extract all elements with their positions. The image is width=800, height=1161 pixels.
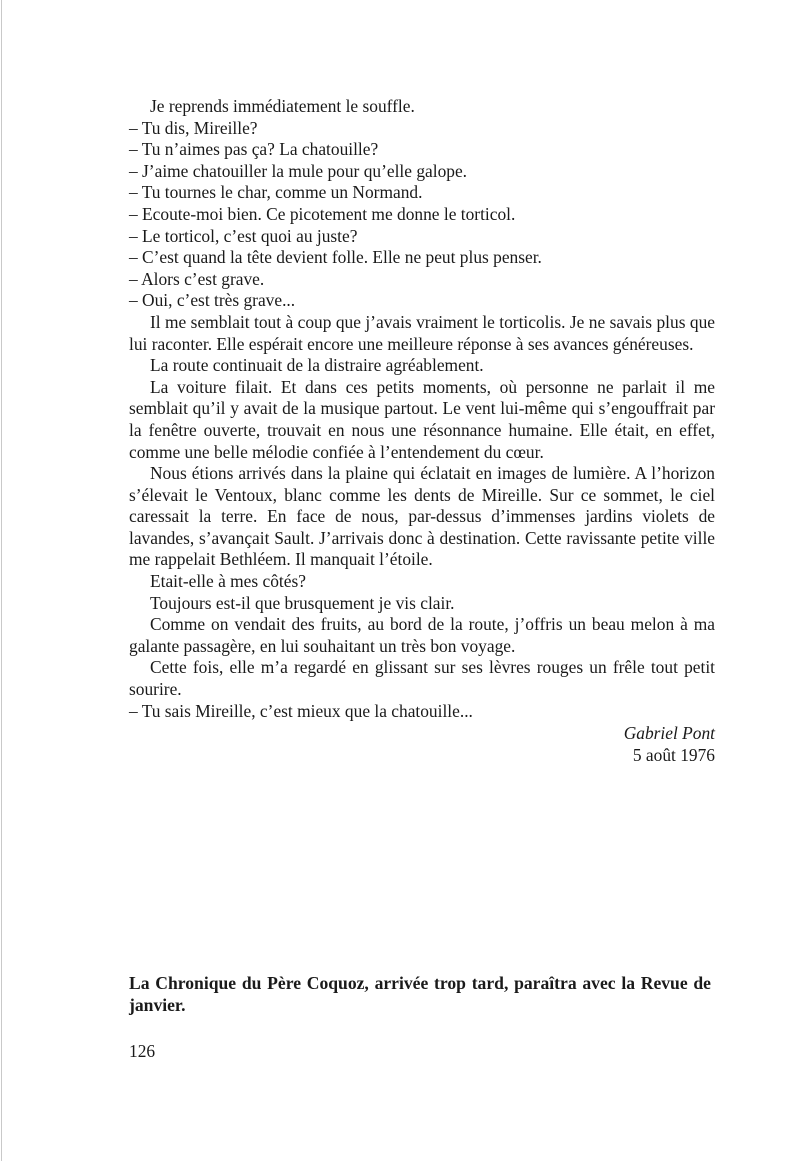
dialogue-line: – Oui, c’est très grave... [129,290,296,311]
dialogue-line: – Tu tournes le char, comme un Normand. [129,182,423,203]
dialogue-line: – Ecoute-moi bien. Ce picotement me donne le torticol. [129,203,516,224]
closing-dialogue-line: – Tu sais Mireille, c’est mieux que la chatouille... [129,700,473,721]
narrative-block [129,312,715,701]
paragraph: Toujours est-il que brusquement je vis clair. [150,592,455,613]
signature-date: 5 août 1976 [632,744,715,765]
page-number: 126 [129,1041,156,1061]
dialogue-line: – J’aime chatouiller la mule pour qu’elle galope. [129,160,468,181]
text-line: Je reprends immédiatement le souffle. [150,96,415,116]
paragraph: Nous étions arrivés dans la plaine qui éclatait en images de lumière. A l’horizon s’élevait le Ventoux, blanc comme les dents de Mireille. Sur ce sommet, le ciel caressait la terre. En face de nous, par-dessus d’immenses jardins violets de lavandes, s’avançait Sault. J’arrivais donc à destination. Cette ravissante petite ville me rappelait Bethléem. Il manquait l’étoile. [129,463,715,570]
paragraph: Cette fois, elle m’a regardé en glissant sur ses lèvres rouges un frêle tout petit sourire. [129,657,715,700]
paragraph: Comme on vendait des fruits, au bord de la route, j’offris un beau melon à ma galante passagère, en lui souhaitant un très bon voyage. [129,614,715,656]
editorial-notice: La Chronique du Père Coquoz, arrivée trop tard, paraîtra avec la Revue de janvier. [129,973,711,1015]
dialogue-line: – Tu n’aimes pas ça? La chatouille? [129,139,379,160]
paragraph: La route continuait de la distraire agréablement. [150,355,484,376]
dialogue-line: – C’est quand la tête devient folle. Elle ne peut plus penser. [129,247,542,268]
dialogue-block [129,96,715,312]
dialogue-line: – Alors c’est grave. [129,268,265,289]
dialogue-line: – Tu dis, Mireille? [129,117,258,138]
article-body [129,96,715,766]
author-signature: Gabriel Pont [623,723,715,744]
page-edge-line [1,0,2,1161]
paragraph: Il me semblait tout à coup que j’avais vraiment le torticolis. Je ne savais plus que lui raconter. Elle espérait encore une meilleure réponse à ses avances généreuses. [129,311,715,354]
paragraph: Etait-elle à mes côtés? [150,571,306,592]
dialogue-line: – Le torticol, c’est quoi au juste? [129,225,358,246]
paragraph: La voiture filait. Et dans ces petits moments, où personne ne parlait il me semblait qu’il y avait de la musique partout. Le vent lui-même qui s’engouffrait par la fenêtre ouverte, trouvait en nous une résonnance humaine. Elle était, en effet, comme une belle mélodie confiée à l’entendement du cœur. [129,376,715,462]
